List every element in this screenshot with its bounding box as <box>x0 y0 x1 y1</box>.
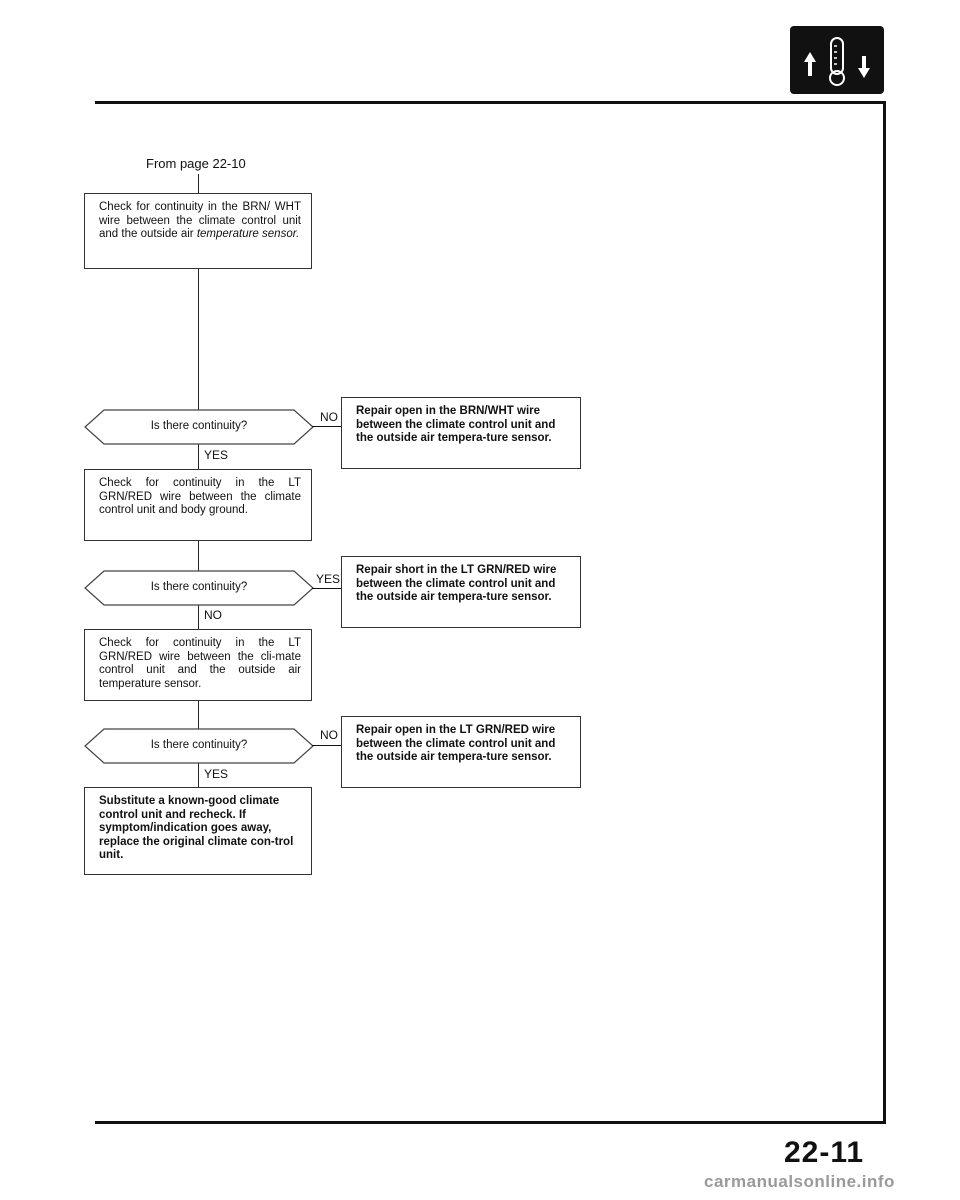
repair3-text: Repair open in the LT GRN/RED wire between the climate control unit and the outside air tempera-ture sensor. <box>356 724 556 763</box>
decision2-yes-label: YES <box>316 572 341 586</box>
connector <box>198 268 199 410</box>
repair2-text: Repair short in the LT GRN/RED wire between the climate control unit and the outside air tempera-ture sensor. <box>356 564 557 603</box>
decision1-text: Is there continuity? <box>150 420 248 432</box>
step3-box <box>84 629 312 701</box>
footer-watermark[interactable]: carmanualsonline.info <box>704 1172 895 1191</box>
connector <box>198 442 199 470</box>
decision2-no-label: NO <box>204 608 222 622</box>
step2-box <box>84 469 312 541</box>
decision2-text: Is there continuity? <box>150 581 248 593</box>
right-border <box>883 101 886 1124</box>
branch-line <box>312 426 342 427</box>
branch-line <box>312 588 342 589</box>
branch-line <box>312 745 342 746</box>
decision3-no-label: NO <box>320 728 338 742</box>
step2-text: Check for continuity in the LT GRN/RED wire between the climate control unit and body ground. <box>99 477 301 516</box>
step1-text-italic: temperature sensor. <box>196 228 300 240</box>
connector <box>198 762 199 788</box>
repair3-box <box>341 716 581 788</box>
final-step-box <box>84 787 312 875</box>
decision3-text: Is there continuity? <box>150 739 248 751</box>
connector <box>198 700 199 730</box>
repair1-text: Repair open in the BRN/WHT wire between the climate control unit and the outside air tempera-ture sensor. <box>356 405 556 444</box>
decision1-no-label: NO <box>320 410 338 424</box>
from-page-label: From page 22-10 <box>146 156 246 171</box>
connector <box>198 540 199 572</box>
decision1-yes-label: YES <box>204 448 229 462</box>
step1-text: Check for continuity in the BRN/ WHT wire between the climate control unit and the outside air <box>99 201 301 240</box>
repair1-box <box>341 397 581 469</box>
step1-box <box>84 193 312 269</box>
repair2-box <box>341 556 581 628</box>
bottom-rule <box>95 1121 886 1124</box>
top-rule <box>95 101 885 104</box>
connector <box>198 174 199 194</box>
connector <box>198 603 199 631</box>
step3-text: Check for continuity in the LT GRN/RED wire between the cli-mate control unit and the outside air temperature sensor. <box>99 637 301 690</box>
decision3-yes-label: YES <box>204 767 229 781</box>
page-number: 22-11 <box>784 1136 865 1169</box>
final-step-text: Substitute a known-good climate control unit and recheck. If symptom/indication goes away, replace the original climate con-trol unit. <box>99 795 294 861</box>
climate-thermometer-icon <box>790 26 884 94</box>
